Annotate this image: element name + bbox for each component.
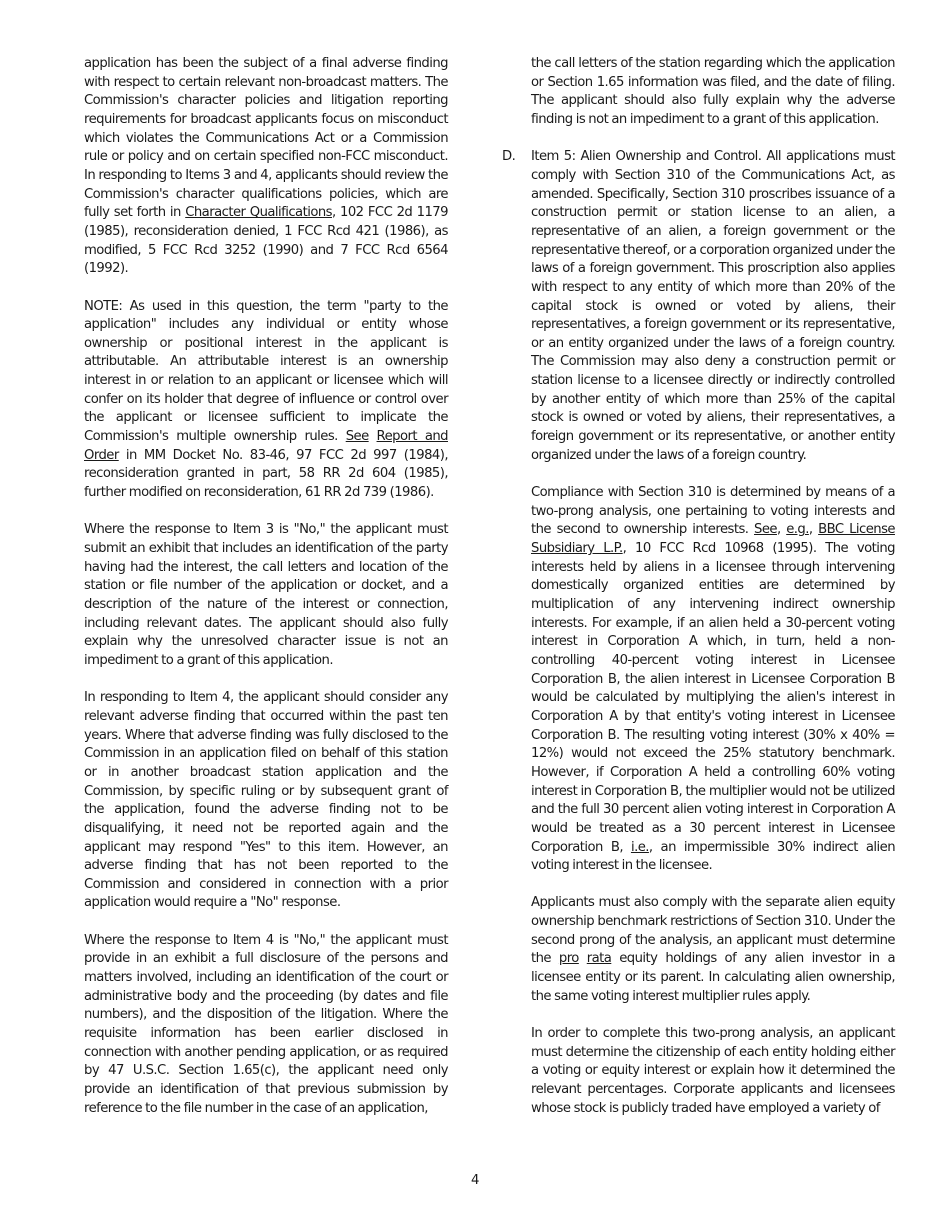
compliance-paragraph <box>502 484 895 876</box>
item-d-alien-ownership <box>502 148 895 465</box>
text-run: , an impermissible 30% indirect alien voting interest in the licensee. <box>531 839 896 874</box>
latin-term: rata <box>586 951 612 967</box>
text-run: , <box>808 522 819 538</box>
text-run: , 102 FCC 2d 1179 (1985), reconsideration denied, 1 FCC Rcd 421 (1986), as modified, 5 FCC Rcd 3252 (1990) and 7 FCC Rcd 6564 (1992). <box>84 205 448 277</box>
equity-benchmark-paragraph <box>502 894 895 1006</box>
case-citation: BBC License Subsidiary L.P. <box>531 522 895 557</box>
text-run: Compliance with Section 310 is determined by means of a two-prong analysis, one pertaining to voting interests and the second to ownership interests. <box>531 485 895 538</box>
right-column <box>502 55 895 1137</box>
item-letter: D. <box>502 149 516 165</box>
item-4-response-paragraph: In responding to Item 4, the applicant should consider any relevant adverse finding that occurred within the past ten years. Where that adverse finding was fully disclosed to the Commission in an application filed on behalf of this station or in another broadcast station application and the Commission, by specific ruling or by subsequent grant of the application, found the adverse finding not to be disqualifying, it need not be reported again and the applicant may respond "Yes" to this item. However, an adverse finding that has not been reported to the Commission and considered in connection with a prior application would require a "No" response. <box>84 690 448 911</box>
item-body: All applications must comply with Section 310 of the Communications Act, as amended. Specifically, Section 310 proscribes issuance of a construction permit or station license to an alien, a representative of an alien, a foreign government or the representative thereof, or a corporation organized under the laws of a foreign government. This proscription also applies with respect to any entity of which more than 20% of the capital stock is owned or voted by aliens, their representatives, a foreign government or its representative, or an entity organized under the laws of a foreign country. The Commission may also deny a construction permit or station license to a licensee directly or indirectly controlled by another entity of which more than 25% of the capital stock is owned or voted by aliens, their representatives, a foreign government or its representative, or another entity organized under the laws of a foreign country. <box>531 149 896 463</box>
text-run: , <box>776 522 787 538</box>
ie-signal: i.e. <box>630 839 649 855</box>
text-run <box>369 429 377 444</box>
see-signal: See <box>754 522 777 538</box>
item-heading: Item 5: Alien Ownership and Control. <box>531 149 762 165</box>
text-run: in MM Docket No. 83-46, 97 FCC 2d 997 (1984), reconsideration granted in part, 58 RR 2d 604 (1985), further modified on reconsideration, 61 RR 2d 739 (1986). <box>84 447 448 501</box>
item-4-no-response-paragraph: Where the response to Item 4 is "No," the applicant must provide in an exhibit a full disclosure of the persons and matters involved, including an identification of the court or administrative body and the proceeding (by dates and file numbers), and the disposition of the litigation. Where the requisite information has been earlier disclosed in connection with another pending application, or as required by 47 U.S.C. Section 1.65(c), the applicant need only provide an identification of that previous submission by reference to the file number in the case of an application, <box>84 932 448 1116</box>
continuation-paragraph: the call letters of the station regarding which the application or Section 1.65 information was filed, and the date of filing. The applicant should also fully explain why the adverse finding is not an impediment to a grant of this application. <box>531 56 895 127</box>
see-signal: See <box>345 429 369 445</box>
character-policies-paragraph <box>84 55 448 279</box>
eg-signal: e.g. <box>786 522 809 538</box>
text-run <box>579 951 587 966</box>
latin-term: pro <box>558 951 579 967</box>
page-number: 4 <box>470 1173 480 1188</box>
text-run: Applicants must also comply with the separate alien equity ownership benchmark restrictions of Section 310. Under the second prong of the analysis, an applicant must determine the <box>531 895 895 967</box>
case-citation: Character Qualifications <box>185 205 332 221</box>
left-column <box>84 55 448 1137</box>
case-citation: Report and Order <box>84 429 448 463</box>
two-prong-analysis-paragraph: In order to complete this two-prong analysis, an applicant must determine the citizenship of each entity holding either a voting or equity interest or explain how it determined the relevant percentages. Corporate applicants and licensees whose stock is publicly traded have employed a variety of <box>531 1026 895 1116</box>
text-run: application has been the subject of a final adverse finding with respect to certain relevant non-broadcast matters. The Commission's character policies and litigation reporting requirements for broadcast applicants focus on misconduct which violates the Communications Act or a Commission rule or policy and on certain specified non-FCC misconduct. In responding to Items 3 and 4, applicants should review the Commission's character qualifications policies, which are fully set forth in <box>84 56 448 221</box>
text-run: equity holdings of any alien investor in a licensee entity or its parent. In calculating alien ownership, the same voting interest multiplier rules apply. <box>531 951 895 1004</box>
text-run: NOTE: As used in this question, the term "party to the application" includes any individual or entity whose ownership or positional interest in the applicant is attributable. An attributable interest is an ownership interest in or relation to an applicant or licensee which will confer on its holder that degree of influence or control over the applicant or licensee sufficient to implicate the Commission's multiple ownership rules. <box>84 298 448 445</box>
item-3-response-paragraph: Where the response to Item 3 is "No," the applicant must submit an exhibit that includes an identification of the party having had the interest, the call letters and location of the station or file number of the application or docket, and a description of the nature of the interest or connection, including relevant dates. The applicant should also fully explain why the unresolved character issue is not an impediment to a grant of this application. <box>84 522 448 668</box>
note-paragraph <box>84 298 448 503</box>
text-run: , 10 FCC Rcd 10968 (1995). The voting interests held by aliens in a licensee through intervening domestically organized entities are determined by multiplication of any intervening indirect ownership interests. For example, if an alien held a 30-percent voting interest in Corporation A which, in turn, held a non-controlling 40-percent voting interest in Licensee Corporation B, the alien interest in Licensee Corporation B would be calculated by multiplying the alien's interest in Corporation A by that entity's voting interest in Licensee Corporation B. The resulting voting interest (30% x 40% = 12%) would not exceed the 25% statutory benchmark. However, if Corporation A held a controlling 60% voting interest in Corporation B, the multiplier would not be utilized and the full 30 percent alien voting interest in Corporation A would be treated as a 30 percent interest in Licensee Corporation B, <box>531 541 895 855</box>
